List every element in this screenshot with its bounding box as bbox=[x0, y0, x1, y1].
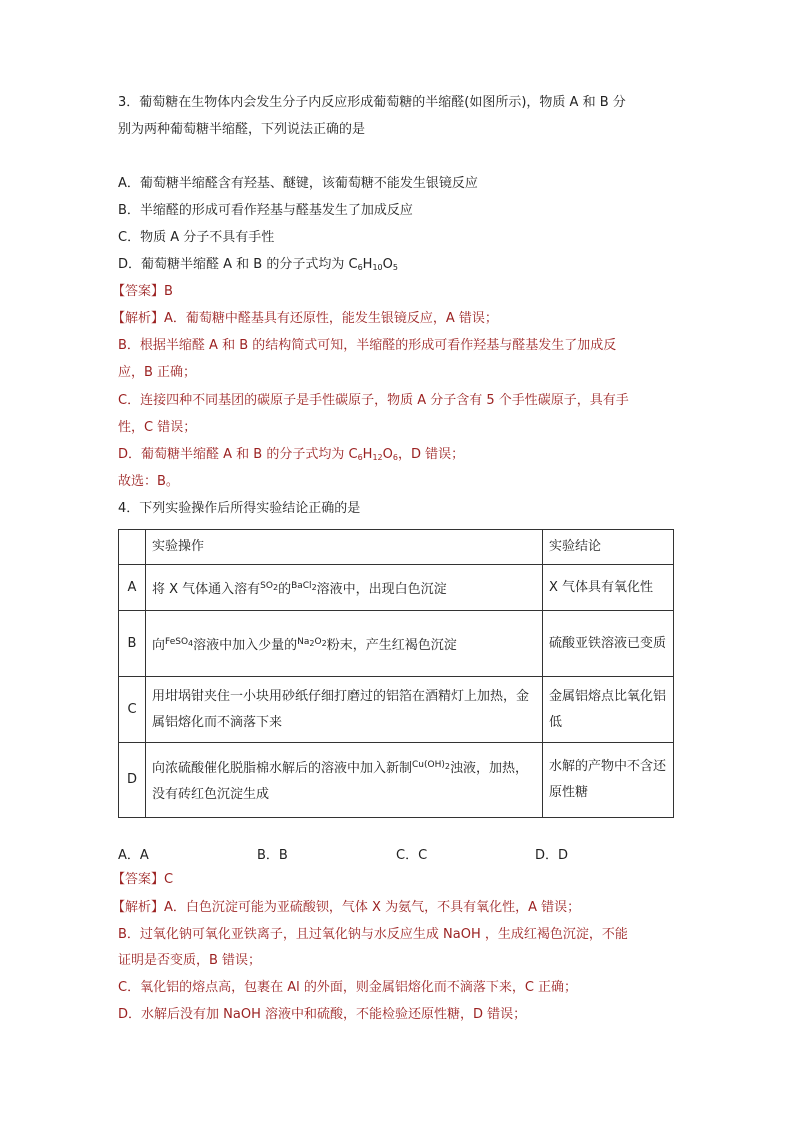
sub: 6 bbox=[392, 453, 398, 462]
sub: 2 bbox=[272, 582, 279, 592]
text: BaCl bbox=[291, 580, 312, 591]
analysis-label: 【解析】 bbox=[112, 311, 165, 326]
text: ，D 错误； bbox=[397, 447, 465, 462]
row-key: C bbox=[119, 677, 146, 743]
q4-stem: 4．下列实验操作后所得实验结论正确的是 bbox=[118, 501, 361, 516]
table-header-row bbox=[119, 530, 674, 565]
answer-value: C bbox=[164, 872, 174, 887]
q3-analysis-b1: B．根据半缩醛 A 和 B 的结构简式可知，半缩醛的形成可看作羟基与醛基发生了加成反 bbox=[118, 338, 617, 353]
text: 将 X 气体通入溶有 bbox=[152, 581, 261, 597]
formula bbox=[260, 581, 278, 591]
q3-analysis-d bbox=[118, 446, 464, 467]
q4-analysis-d: D．水解后没有加 NaOH 溶液中和硫酸，不能检验还原性糖，D 错误； bbox=[118, 1007, 527, 1022]
q3-analysis-a bbox=[112, 310, 498, 328]
row-operation bbox=[146, 743, 543, 818]
q3-analysis-c2: 性，C 错误； bbox=[118, 420, 197, 435]
text: O bbox=[382, 257, 393, 272]
answer-label: 【答案】 bbox=[112, 284, 165, 299]
q3-analysis-b2: 应，B 正确； bbox=[118, 365, 197, 380]
text: 溶液中加入少量的 bbox=[193, 637, 298, 653]
formula bbox=[291, 581, 317, 591]
row-conclusion: 水解的产物中不含还原性糖 bbox=[543, 743, 674, 818]
formula bbox=[412, 760, 450, 770]
q4-analysis-c: C．氧化铝的熔点高，包裹在 Al 的外面，则金属铝熔化而不滴落下来，C 正确； bbox=[118, 980, 578, 995]
text: 的 bbox=[278, 581, 292, 597]
sub: 10 bbox=[372, 263, 383, 272]
q3-analysis-c1: C．连接四种不同基团的碳原子是手性碳原子，物质 A 分子含有 5 个手性碳原子，具有手 bbox=[118, 393, 629, 408]
sub: 12 bbox=[372, 453, 383, 462]
q3-answer bbox=[112, 283, 173, 301]
q3-stem-line1: 3．葡萄糖在生物体内会发生分子内反应形成葡萄糖的半缩醛(如图所示)，物质 A 和 B 分 bbox=[118, 95, 626, 110]
formula bbox=[297, 637, 327, 647]
formula bbox=[165, 637, 193, 647]
q4-choice-d: D．D bbox=[535, 848, 569, 863]
row-operation bbox=[146, 565, 543, 611]
answer-value: B bbox=[164, 284, 173, 299]
row-key: B bbox=[119, 611, 146, 677]
header-cell: 实验操作 bbox=[146, 530, 543, 565]
row-conclusion: X 气体具有氧化性 bbox=[543, 565, 674, 611]
q3-option-c: C．物质 A 分子不具有手性 bbox=[118, 230, 275, 245]
row-key: A bbox=[119, 565, 146, 611]
text: O bbox=[382, 447, 393, 462]
text: H bbox=[362, 447, 373, 462]
analysis-label: 【解析】 bbox=[112, 900, 165, 915]
table-row bbox=[119, 677, 674, 743]
q4-choice-c: C．C bbox=[396, 848, 428, 863]
text: A．葡萄糖中醛基具有还原性，能发生银镜反应，A 错误； bbox=[164, 311, 498, 326]
q4-choice-b: B．B bbox=[257, 848, 288, 863]
q3-conclusion: 故选：B。 bbox=[118, 474, 179, 489]
row-conclusion: 金属铝熔点比氧化铝低 bbox=[543, 677, 674, 743]
table-row bbox=[119, 743, 674, 818]
row-operation bbox=[146, 611, 543, 677]
header-cell: 实验结论 bbox=[543, 530, 674, 565]
q4-analysis-a bbox=[112, 899, 580, 917]
text: 溶液中，出现白色沉淀 bbox=[316, 581, 447, 597]
experiment-table bbox=[118, 529, 674, 818]
text: A．白色沉淀可能为亚硫酸钡，气体 X 为氨气，不具有氧化性，A 错误； bbox=[164, 900, 581, 915]
row-conclusion: 硫酸亚铁溶液已变质 bbox=[543, 611, 674, 677]
sub: 6 bbox=[357, 263, 363, 272]
table-row bbox=[119, 611, 674, 677]
text: 粉末，产生红褐色沉淀 bbox=[326, 637, 457, 653]
sub: 2 bbox=[321, 638, 327, 648]
q3-option-b: B．半缩醛的形成可看作羟基与醛基发生了加成反应 bbox=[118, 203, 413, 218]
sub: 5 bbox=[392, 263, 398, 272]
q3-stem-line2: 别为两种葡萄糖半缩醛，下列说法正确的是 bbox=[118, 122, 366, 137]
q3-option-d bbox=[118, 256, 398, 277]
text: 向浓硫酸催化脱脂棉水解后的溶液中加入新制 bbox=[152, 761, 413, 776]
sub: 2 bbox=[309, 638, 315, 648]
text: SO bbox=[260, 580, 273, 591]
q3-option-a: A．葡萄糖半缩醛含有羟基、醚键，该葡萄糖不能发生银镜反应 bbox=[118, 176, 478, 191]
q4-analysis-b1: B．过氧化钠可氧化亚铁离子，且过氧化钠与水反应生成 NaOH ，生成红褐色沉淀，不能 bbox=[118, 927, 628, 942]
row-operation: 用坩埚钳夹住一小块用砂纸仔细打磨过的铝箔在酒精灯上加热，金属铝熔化而不滴落下来 bbox=[146, 677, 543, 743]
text: 向 bbox=[152, 637, 166, 653]
q4-analysis-b2: 证明是否变质，B 错误； bbox=[118, 953, 262, 968]
answer-label: 【答案】 bbox=[112, 872, 165, 887]
text: Na bbox=[297, 636, 310, 647]
header-cell bbox=[119, 530, 146, 565]
sub: 2 bbox=[444, 762, 450, 771]
table-row bbox=[119, 565, 674, 611]
text: Cu(OH) bbox=[412, 760, 445, 770]
text: 浊液，加热，没有砖红色沉淀生成 bbox=[152, 761, 528, 802]
sub: 2 bbox=[311, 582, 317, 592]
q4-answer bbox=[112, 871, 173, 889]
sub: 6 bbox=[357, 453, 363, 462]
text: FeSO bbox=[165, 636, 189, 647]
text: D．葡萄糖半缩醛 A 和 B 的分子式均为 C bbox=[118, 447, 358, 462]
q4-choice-a: A．A bbox=[118, 848, 149, 863]
row-key: D bbox=[119, 743, 146, 818]
text: H bbox=[362, 257, 373, 272]
text: D．葡萄糖半缩醛 A 和 B 的分子式均为 C bbox=[118, 257, 358, 272]
sub: 4 bbox=[188, 638, 194, 648]
text: O bbox=[314, 636, 322, 647]
